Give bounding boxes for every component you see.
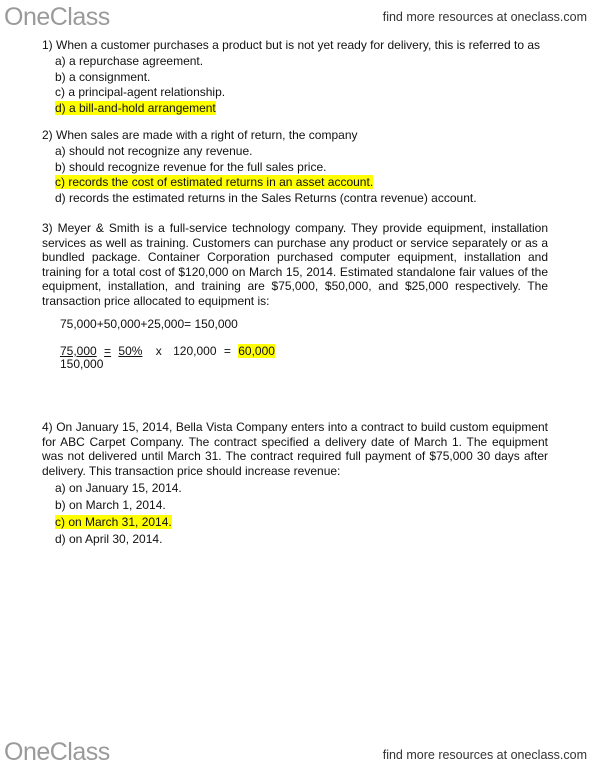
q3-fraction-line bbox=[60, 344, 275, 358]
question-4-stem: 4) On January 15, 2014, Bella Vista Company enters into a contract to build custom equipment for ABC Carpet Company. The contract specified a delivery date of March 1. The equipment was not delivered until March 31. The contract required full payment of $75,000 30 days after delivery. This transaction price should increase revenue: bbox=[42, 420, 548, 478]
q1-option-a: a) a repurchase agreement. bbox=[55, 54, 204, 68]
q4-option-b: b) on March 1, 2014. bbox=[55, 498, 166, 512]
q3-total: 120,000 bbox=[173, 344, 217, 358]
q3-numerator: 75,000 bbox=[60, 344, 97, 358]
q2-option-b: b) should recognize revenue for the full sales price. bbox=[55, 159, 327, 174]
question-1 bbox=[42, 38, 552, 116]
highlighted-answer: c) on March 31, 2014. bbox=[55, 515, 172, 529]
q3-denominator: 150,000 bbox=[60, 357, 104, 371]
question-2-stem: 2) When sales are made with a right of return, the company bbox=[42, 128, 358, 142]
footer-resources-link[interactable]: find more resources at oneclass.com bbox=[382, 748, 587, 762]
q2-option-d: d) records the estimated returns in the Sales Returns (contra revenue) account. bbox=[55, 190, 477, 205]
question-2 bbox=[42, 128, 552, 206]
highlighted-answer: c) records the cost of estimated returns in an asset account. bbox=[55, 175, 374, 189]
question-3-stem: 3) Meyer & Smith is a full-service technology company. They provide equipment, installation services as well as training. Customers can purchase any product or service separately or as a bundled package. Container Corporation purchased computer equipment, installation and training for a total cost of $120,000 on March 15, 2014. Estimated standalone fair values of the equipment, installation, and training are $75,000, $50,000, and $25,000 respectively. The transaction price allocated to equipment is: bbox=[42, 221, 548, 308]
q3-sum-line: 75,000+50,000+25,000= 150,000 bbox=[60, 317, 238, 331]
q3-equals-2: = bbox=[223, 344, 231, 358]
q2-option-a: a) should not recognize any revenue. bbox=[55, 144, 253, 158]
q2-option-c bbox=[42, 175, 552, 191]
q1-option-c: c) a principal-agent relationship. bbox=[55, 85, 226, 99]
q3-percent: 50% bbox=[118, 344, 143, 358]
highlighted-answer: d) a bill-and-hold arrangement bbox=[55, 100, 216, 115]
question-4 bbox=[42, 420, 548, 549]
q1-option-d bbox=[42, 101, 552, 117]
q4-option-c bbox=[42, 515, 548, 532]
q3-times: x bbox=[155, 344, 162, 358]
q4-option-d: d) on April 30, 2014. bbox=[55, 532, 163, 546]
q1-option-b: b) a consignment. bbox=[55, 69, 151, 84]
q3-result: 60,000 bbox=[238, 344, 275, 358]
q4-option-a: a) on January 15, 2014. bbox=[55, 481, 182, 495]
oneclass-logo: OneClass bbox=[4, 3, 110, 31]
header-resources-link[interactable]: find more resources at oneclass.com bbox=[382, 10, 587, 24]
q3-equals: = bbox=[104, 344, 112, 358]
oneclass-logo-footer: OneClass bbox=[4, 738, 110, 766]
question-1-stem: 1) When a customer purchases a product but is not yet ready for delivery, this is referred to as bbox=[42, 38, 541, 52]
